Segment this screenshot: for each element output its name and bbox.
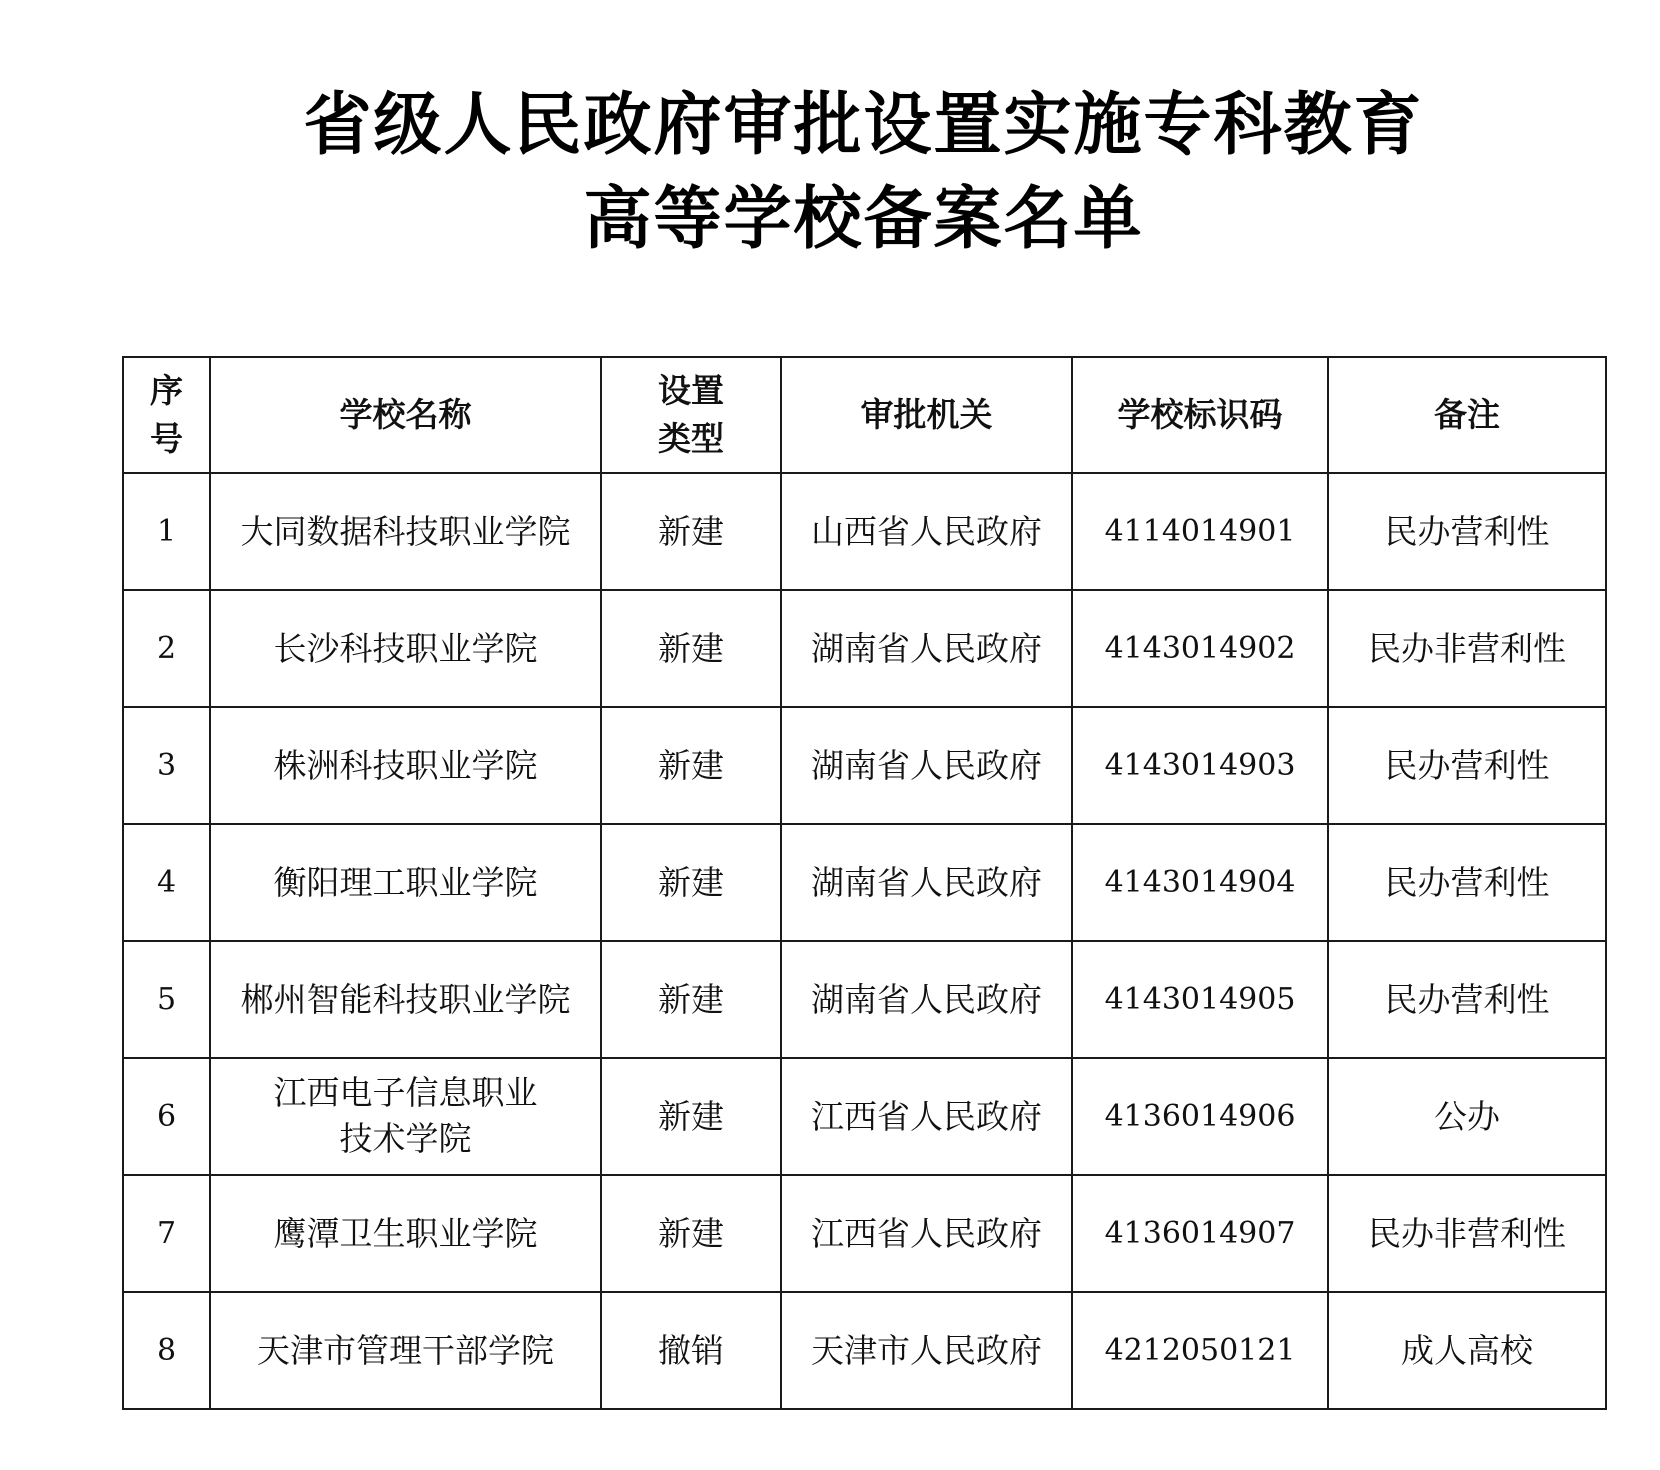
table-row	[123, 1175, 1606, 1292]
cell-remarks: 民办营利性	[1328, 824, 1606, 941]
cell-approval-authority: 湖南省人民政府	[781, 824, 1072, 941]
cell-remarks: 民办非营利性	[1328, 1175, 1606, 1292]
cell-setup-type: 新建	[601, 1175, 781, 1292]
header-setup-type: 设置类型	[601, 357, 781, 473]
header-remarks: 备注	[1328, 357, 1606, 473]
cell-remarks: 民办营利性	[1328, 707, 1606, 824]
page-title-line-1: 省级人民政府审批设置实施专科教育	[303, 85, 1424, 165]
table-row	[123, 1058, 1606, 1175]
cell-remarks: 民办营利性	[1328, 473, 1606, 590]
cell-school-code: 4212050121	[1072, 1292, 1328, 1409]
cell-school-code: 4143014904	[1072, 824, 1328, 941]
cell-index: 5	[123, 941, 210, 1058]
cell-approval-authority: 湖南省人民政府	[781, 941, 1072, 1058]
table-row	[123, 1292, 1606, 1409]
cell-approval-authority: 江西省人民政府	[781, 1058, 1072, 1175]
cell-school-name: 长沙科技职业学院	[210, 590, 601, 707]
cell-index: 6	[123, 1058, 210, 1175]
cell-approval-authority: 山西省人民政府	[781, 473, 1072, 590]
cell-index: 3	[123, 707, 210, 824]
table-row	[123, 707, 1606, 824]
cell-school-name: 衡阳理工职业学院	[210, 824, 601, 941]
table-row	[123, 590, 1606, 707]
cell-school-name: 株洲科技职业学院	[210, 707, 601, 824]
header-approval-authority: 审批机关	[781, 357, 1072, 473]
page-title-line-2: 高等学校备案名单	[583, 179, 1144, 259]
school-filing-table	[122, 356, 1607, 1410]
cell-setup-type: 撤销	[601, 1292, 781, 1409]
table-row	[123, 824, 1606, 941]
header-index: 序号	[123, 357, 210, 473]
cell-approval-authority: 天津市人民政府	[781, 1292, 1072, 1409]
cell-setup-type: 新建	[601, 1058, 781, 1175]
cell-setup-type: 新建	[601, 590, 781, 707]
header-school-code: 学校标识码	[1072, 357, 1328, 473]
cell-school-code: 4143014903	[1072, 707, 1328, 824]
cell-remarks: 成人高校	[1328, 1292, 1606, 1409]
cell-school-name: 郴州智能科技职业学院	[210, 941, 601, 1058]
cell-approval-authority: 湖南省人民政府	[781, 590, 1072, 707]
cell-remarks: 民办营利性	[1328, 941, 1606, 1058]
cell-school-code: 4136014906	[1072, 1058, 1328, 1175]
table-row	[123, 473, 1606, 590]
cell-setup-type: 新建	[601, 473, 781, 590]
cell-index: 8	[123, 1292, 210, 1409]
cell-setup-type: 新建	[601, 824, 781, 941]
cell-setup-type: 新建	[601, 707, 781, 824]
header-school-name: 学校名称	[210, 357, 601, 473]
cell-setup-type: 新建	[601, 941, 781, 1058]
cell-index: 1	[123, 473, 210, 590]
cell-school-code: 4143014902	[1072, 590, 1328, 707]
cell-remarks: 公办	[1328, 1058, 1606, 1175]
cell-approval-authority: 湖南省人民政府	[781, 707, 1072, 824]
cell-school-name: 鹰潭卫生职业学院	[210, 1175, 601, 1292]
cell-index: 4	[123, 824, 210, 941]
cell-school-code: 4114014901	[1072, 473, 1328, 590]
cell-remarks: 民办非营利性	[1328, 590, 1606, 707]
cell-school-code: 4136014907	[1072, 1175, 1328, 1292]
cell-index: 2	[123, 590, 210, 707]
cell-school-code: 4143014905	[1072, 941, 1328, 1058]
table-row	[123, 941, 1606, 1058]
cell-index: 7	[123, 1175, 210, 1292]
cell-school-name: 江西电子信息职业技术学院	[210, 1058, 601, 1175]
cell-school-name: 天津市管理干部学院	[210, 1292, 601, 1409]
cell-approval-authority: 江西省人民政府	[781, 1175, 1072, 1292]
cell-school-name: 大同数据科技职业学院	[210, 473, 601, 590]
table-header-row	[123, 357, 1606, 473]
